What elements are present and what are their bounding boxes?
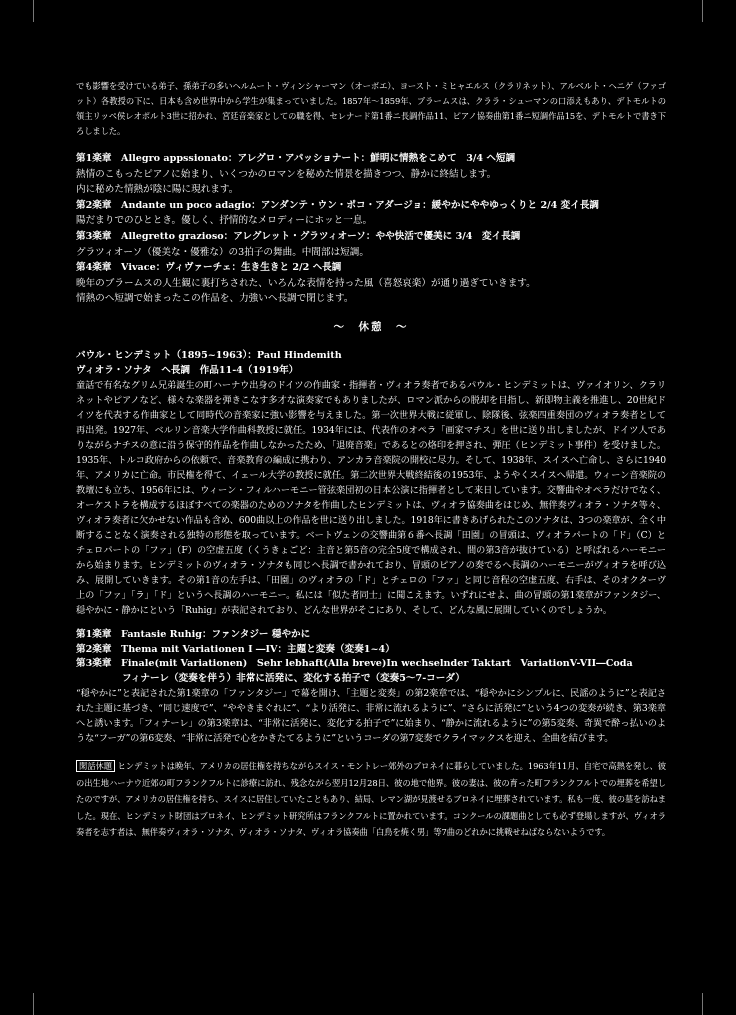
crop-mark-bottom-right: [702, 993, 703, 1015]
brahms-movement-1-title: 第1楽章 Allegro appssionato：アレグロ・アパッショナート：鮮明に情熱をこめて 3/4 ヘ短調: [76, 153, 516, 164]
brahms-movement-1-desc-1: 熱情のこもったピアノに始まり、いくつかのロマンを秘めた情景を描きつつ、静かに終結します。: [76, 168, 497, 180]
intro-paragraph: でも影響を受けている弟子、孫弟子の多いヘルムート・ヴィンシャーマン（オーボエ）、ヨースト・ミヒャエルス（クラリネット）、アルベルト・ヘニゲ（ファゴット）各教授の下に、日本も含め世界中から学生が集まっていました。1857年～1859年、ブラームスは、クララ・シューマンの口添えもあり、デトモルトの領主リッペ侯レオポルト3世に招かれ、宮廷音楽家としての職を得、セレナード第1番ニ長調作品11、ピアノ協奏曲第1番ニ短調作品15を、デトモルトで書き下ろしました。: [76, 81, 666, 136]
brahms-movement-2-title: 第2楽章 Andante un poco adagio：アンダンテ・ウン・ポコ・アダージョ：緩やかにややゆっくりと 2/4 変イ長調: [76, 199, 600, 211]
brahms-movement-4-title: 第4楽章 Vivace：ヴィヴァーチェ：生き生きと 2/2 ヘ長調: [76, 262, 342, 274]
hindemith-movement-3-title: 第3楽章 Finale(mit Variationen) Sehr lebhaft(Alla breve)In wechselnder Taktart VariationV-VII―Coda: [76, 658, 633, 670]
brahms-movement-1-desc-2: 内に秘めた情熱が陰に陽に現れます。: [76, 184, 239, 196]
crop-mark-top-left: [33, 0, 34, 22]
crop-mark-bottom-left: [33, 993, 34, 1015]
brahms-movement-3-title: 第3楽章 Allegretto grazioso：アレグレット・グラツィオーソ：やや快活で優美に 3/4 変イ長調: [76, 230, 521, 242]
aside-text: ヒンデミットは晩年、アメリカの居住権を持ちながらスイス・モントレー郊外のブロネイに暮らしていました。1963年11月、自宅で高熱を発し、彼の出生地ハーナウ近郊の町フランクフルトに診療に訪れ、残念ながら翌月12月28日、彼の地で他界。彼の妻は、彼の育った町フランクフルトでの埋葬を希望したのですが、アメリカの居住権を持ち、スイスに居住していたこともあり、結局、レマン湖が見渡せるブロネイに埋葬されています。私も一度、彼の墓を訪ねました。現在、ヒンデミット財団はブロネイ、ヒンデミット研究所はフランクフルトに置かれています。コンクールの課題曲としても必ず登場しますが、ヴィオラ奏者を志す者は、無伴奏ヴィオラ・ソナタ、ヴィオラ・ソナタ、ヴィオラ協奏曲「白鳥を焼く男」等7曲のどれかに挑戦せねばならないようです。: [76, 761, 666, 838]
brahms-movement-4-desc-1: 晩年のブラームスの人生観に裏打ちされた、いろんな表情を持った風（喜怒哀楽）が通り過ぎていきます。: [76, 277, 536, 289]
brahms-movement-3-desc-1: グラツィオーソ（優美な・優雅な）の3拍子の舞曲。中間部は短調。: [76, 246, 369, 258]
brahms-movement-2-desc-1: 陽だまりでのひととき。優しく、抒情的なメロディーにホッと一息。: [76, 215, 373, 227]
brahms-movement-list: [76, 151, 666, 307]
hindemith-movement-2-title: 第2楽章 Thema mit Variationen I ―IV：主題と変奏（変奏1~4）: [76, 643, 395, 655]
hindemith-movement-3-subtitle: フィナーレ（変奏を伴う）非常に活発に、変化する拍子で（変奏5～7-コーダ）: [122, 672, 465, 684]
aside-note: [76, 758, 666, 841]
hindemith-description: 童話で有名なグリム兄弟誕生の町ハーナウ出身のドイツの作曲家・指揮者・ヴィオラ奏者であるパウル・ヒンデミットは、ヴァイオリン、クラリネットやピアノなど、様々な楽器を弾きこなす多才な演奏家でもありましたが、ロマン派からの脱却を目指し、新即物主義を推進し、20世紀ドイツを代表する作曲家として同時代の音楽家に強い影響を与えました。第一次世界大戦に従軍し、除隊後、弦楽四重奏団のヴィオラ奏者として再出発。1927年、ベルリン音楽大学作曲科教授に就任。1934年には、代表作のオペラ「画家マチス」を世に送り出しましたが、ドイツ人でありながらナチスの意に沿う保守的作品を作曲しなかったため、「退廃音楽」であるとの烙印を押され、弾圧（ヒンデミット事件）を受けました。1935年、トルコ政府からの依頼で、音楽教育の編成に携わり、アンカラ音楽院の開校に尽力。そして、1938年、スイスへ亡命し、さらに1940年、アメリカに亡命。市民権を得て、イェール大学の教授に就任。第二次世界大戦終結後の1953年、ようやくスイスへ帰還。ウィーン音楽院の教壇にも立ち、1956年には、ウィーン・フィルハーモニー管弦楽団初の日本公演に指揮者として来日しています。交響曲やオペラだけでなく、オーケストラを構成するほぼすべての楽器のためのソナタを作曲したヒンデミットは、ヴィオラ協奏曲をはじめ、無伴奏ヴィオラ・ソナタ等々、ヴィオラ奏者に欠かせない作品も含め、600曲以上の作品を世に送り出しました。1918年に書きあげられたこのソナタは、3つの楽章が、全く中断することなく演奏される独特の形態を取っています。ベートヴェンの交響曲第６番ヘ長調「田園」の冒頭は、ヴィオラパートの「ド」（C）とチェロパートの「ファ」（F）の空虚五度（くうきょごど：主音と第5音の完全5度で構成され、間の第3音が抜けている）と呼ばれるハーモニーから始まります。ヒンデミットのヴィオラ・ソナタも同じヘ長調で書かれており、冒頭のピアノの奏でるヘ長調のハーモニーがヴィオラを呼び込み、展開していきます。その第1音の左手は、「田園」のヴィオラの「ド」とチェロの「ファ」と同じ音程の空虚五度、右手は、そのオクターヴ上の「ファ」「ラ」「ド」というヘ長調のハーモニー。私には「似た者同士」に聞こえます。いずれにせよ、曲の冒頭の第1楽章がファンタジー、穏やかに・静かにという「Ruhig」が表記されており、どんな世界がそこにあり、そして、どんな風に展開していくのでしょうか。: [76, 379, 666, 616]
intermission-heading: ～ 休憩 ～: [333, 320, 409, 333]
hindemith-movement-1-title: 第1楽章 Fantasie Ruhig：ファンタジー 穏やかに: [76, 628, 311, 640]
hindemith-movement-description: “穏やかに”と表記された第1楽章の「ファンタジー」で幕を開け、「主題と変奏」の第2楽章では、“穏やかにシンプルに、民謡のように”と表記された主題に基づき、“同じ速度で”、“ややきまぐれに”、“より活発に、非常に流れるように”、“さらに活発に”という4つの変奏が続き、第3楽章へと誘います。「フィナーレ」の第3楽章は、“非常に活発に、変化する拍子で”に始まり、“静かに流れるように”の第5変奏、奇異で酔っ払いのような“フーガ”の第6変奏、“非常に活発で心をかきたてるように”というコーダの第7変奏でクライマックスを迎え、全曲を結びます。: [76, 688, 666, 745]
composer-heading: パウル・ヒンデミット（1895~1963）：Paul Hindemith: [76, 349, 342, 361]
brahms-movement-4-desc-2: 情熱のヘ短調で始まったこの作品を、力強いヘ長調で閉じます。: [76, 293, 354, 305]
program-page: [76, 79, 666, 841]
hindemith-movement-list: [76, 628, 666, 686]
work-heading: ヴィオラ・ソナタ ヘ長調 作品11-4（1919年）: [76, 364, 299, 376]
crop-mark-top-right: [702, 0, 703, 22]
aside-label: 閑話休題: [76, 760, 115, 772]
